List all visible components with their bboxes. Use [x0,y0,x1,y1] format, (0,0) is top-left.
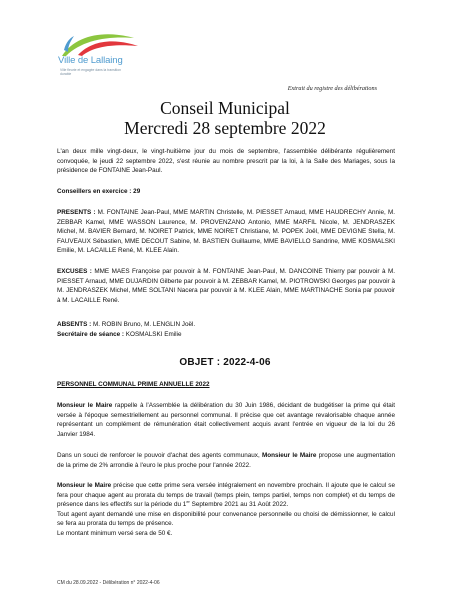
excuses-list: MME MAES Françoise par pouvoir à M. FONTAINE Jean-Paul, M. DANCOINE Thierry par pouvoir à M. PIESSET Arnaud, MME DUJARDIN Gilberte par pouvoir à M. ZEBBAR Kamel, M. PIOTROWSKI Georges par pouvoir à M. JENDRASZEK Michel, MME SOLTANI Nacera par pouvoir à M. KLEE Alain, MME MARTINACHE Sonia par pouvoir à M. LACAILLE René. [57,268,395,304]
paragraph-3 [57,481,395,510]
p3-text-b: Septembre 2021 au 31 Août 2022. [189,501,289,509]
p2-text: Dans un souci de renforcer le pouvoir d'achat des agents communaux, [57,452,262,459]
page-title: Conseil Municipal [160,98,290,118]
objet-heading: OBJET : 2022-4-06 [179,357,271,368]
excuses-label: EXCUSES : [57,268,92,275]
excuses-paragraph [57,267,395,305]
presents-paragraph [57,208,395,256]
absents-block [57,320,395,339]
paragraph-1 [57,401,395,439]
presents-label: PRESENTS : [57,209,96,216]
presents-list: M. FONTAINE Jean-Paul, MME MARTIN Christelle, M. PIESSET Arnaud, MME HAUDRECHY Annie, M. ZEBBAR Kamel, MME WASSON Laurence, M. PROVENZANO Antonio, MME MARFIL Nicole, M. JENDRASZEK Michel, M. BAVIER Bernard, M. NOIRET Patrick, MME NOIRET Christiane, M. POPEK Joël, MME DEVIGNE Stella, M. FAUVEAUX Sébastien, MME DECOUT Sabine, M. BASTIEN Guillaume, MME BAVIELLO Sandrine, MME KOSMALSKI Emilie, M. LACAILLE René, M. KLEE Alain. [57,209,395,255]
city-logo [56,28,142,90]
conseillers-count: Conseillers en exercice : 29 [57,188,141,195]
p3-text-a: précise que cette prime sera versée intégralement en novembre prochain. Il ajoute que le calcul se fera pour chaque agent au prorata du temps de travail (temps plein, temps partiel, temps non complet) et du temps de présence dans les effectifs sur la période du 1 [57,482,395,509]
intro-paragraph: L'an deux mille vingt-deux, le vingt-huitième jour du mois de septembre, l'assemblée délibérante régulièrement convoquée, le jeudi 22 septembre 2022, s'est réunie au nombre prescrit par la loi, à la Salle des Mariages, sous la présidence de FONTAINE Jean-Paul. [57,148,395,175]
presents-block [57,208,395,256]
page-footer: CM du 28.09.2022 - Délibération n° 2022-4-06 [57,580,160,586]
conseillers-block [57,187,395,197]
p3-sup: er [186,499,190,505]
excuses-block [57,267,395,305]
meeting-date-title: Mercredi 28 septembre 2022 [124,118,326,138]
paragraph-2 [57,451,395,470]
paragraph-3-block [57,481,395,539]
section-title: PERSONNEL COMMUNAL PRIME ANNUELLE 2022 [57,381,210,388]
secretaire-paragraph [57,330,395,340]
absents-list: M. ROBIN Bruno, M. LENGLIN Joël. [92,321,196,328]
logo-text: Ville de Lallaing [58,55,123,66]
paragraph-3-line-2: Tout agent ayant demandé une mise en disponibilité pour convenance personnelle ou choisi de démissionner, le calcul se fera au prorata du temps de présence. [57,510,395,528]
p3-lead: Monsieur le Maire [57,482,112,489]
logo-swoosh-icon [56,28,142,58]
paragraph-1-block [57,401,395,439]
section-block [57,380,395,390]
paragraph-3-line-3: Le montant minimum versé sera de 50 €. [57,529,173,537]
paragraph-2-block [57,451,395,470]
absents-paragraph [57,320,395,330]
intro-block [57,147,395,176]
absents-label: ABSENTS : [57,321,92,328]
secretaire-label: Secrétaire de séance : [57,330,125,338]
p1-text: rappelle à l'Assemblée la délibération du 30 Juin 1986, décidant de budgétiser la prime qui était versée à l'époque semestriellement au personnel communal. Il précise que cet avantage revalorisable chaque année représentant un complément de rémunération était collectivement acquis avant l'entrée en vigueur de la loi du 26 Janvier 1984. [57,402,395,438]
p1-lead: Monsieur le Maire [57,402,113,409]
p2-end: propose une augmentation de la prime de 2% arrondie à l'euro le plus proche pour l'année 2022. [57,452,395,469]
logo-tagline: Ville fleurie et engagée dans la transition durable [60,68,122,77]
extract-label: Extrait du registre des délibérations [287,85,377,92]
secretaire-name: KOSMALSKI Emilie [125,330,182,338]
p2-bold: Monsieur le Maire [261,452,317,459]
